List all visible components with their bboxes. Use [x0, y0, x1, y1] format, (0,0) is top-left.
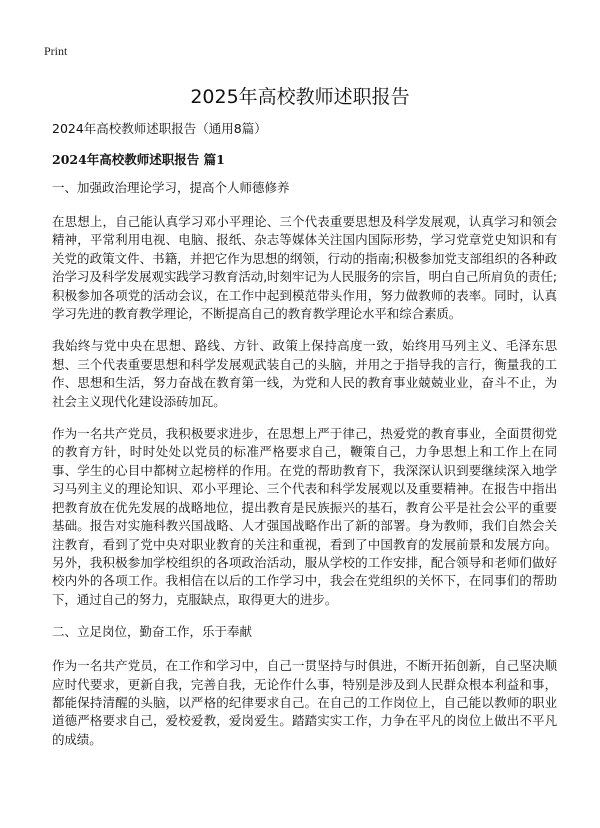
document-subtitle: 2024年高校教师述职报告（通用8篇） — [52, 121, 267, 136]
paragraph-4: 作为一名共产党员，在工作和学习中，自己一贯坚持与时俱进，不断开拓创新，自己坚决顺应时代要求，更新自我，完善自我，无论作什么事，特别是涉及到人民群众根本利益和事，都能保持清醒的头脑，以严格的纪律要求自己。在自己的工作岗位上，自己能以教师的职业道德严格要求自己，爱校爱教，爱岗爱生。踏踏实实工作，力争在平凡的岗位上做出不平凡的成绩。 — [52, 658, 557, 747]
document-body — [52, 120, 557, 763]
heading-1: 一、加强政治理论学习，提高个人师德修养 — [52, 180, 290, 195]
page-title: 2025年高校教师述职报告 — [190, 86, 410, 108]
heading-2: 二、立足岗位，勤奋工作，乐于奉献 — [52, 624, 253, 640]
print-label: Print — [44, 44, 68, 58]
paragraph-2: 我始终与党中央在思想、路线、方针、政策上保持高度一致，始终用马列主义、毛泽东思想、三个代表重要思想和科学发展观武装自己的头脑，并用之于指导我的言行，衡量我的工作、思想和生活，努力奋战在教育第一线，为党和人民的教育事业兢兢业业，奋斗不止，为社会主义现代化建设添砖加瓦。 — [52, 338, 557, 409]
paragraph-1: 在思想上，自己能认真学习邓小平理论、三个代表重要思想及科学发展观，认真学习和领会精神，平常利用电视、电脑、报纸、杂志等媒体关注国内国际形势，学习党章党史知识和有关党的政策文件、书籍，并把它作为思想的纲领，行动的指南;积极参加党支部组织的各种政治学习及科学发展观实践学习教育活动,时刻牢记为人民服务的宗旨，明白自己所肩负的责任;积极参加各项党的活动会议，在工作中起到模范带头作用，努力做教师的表率。同时，认真学习先进的教育教学理论，不断提高自己的教育教学理论水平和综合素质。 — [52, 214, 557, 322]
section-heading: 2024年高校教师述职报告 篇1 — [52, 152, 225, 167]
paragraph-3: 作为一名共产党员，我积极要求进步，在思想上严于律己，热爱党的教育事业，全面贯彻党的教育方针，时时处处以党员的标准严格要求自己，鞭策自己，力争思想上和工作上在同事、学生的心目中都树立起榜样的作用。在党的帮助教育下，我深深认识到要继续深入地学习马列主义的理论知识、邓小平理论、三个代表和科学发展观以及重要精神。在报告中指出把教育放在优先发展的战略地位，提出教育是民族振兴的基石，教育公平是社会公平的重要基础。报告对实施科教兴国战略、人才强国战略作出了新的部署。身为教师，我们自然会关注教育，看到了党中央对职业教育的关注和重视，看到了中国教育的发展前景和发展方向。另外，我积极参加学校组织的各项政治活动，服从学校的工作安排，配合领导和老师们做好校内外的各项工作。我相信在以后的工作学习中，我会在党组织的关怀下，在同事们的帮助下，通过自己的努力，克服缺点，取得更大的进步。 — [52, 426, 557, 607]
